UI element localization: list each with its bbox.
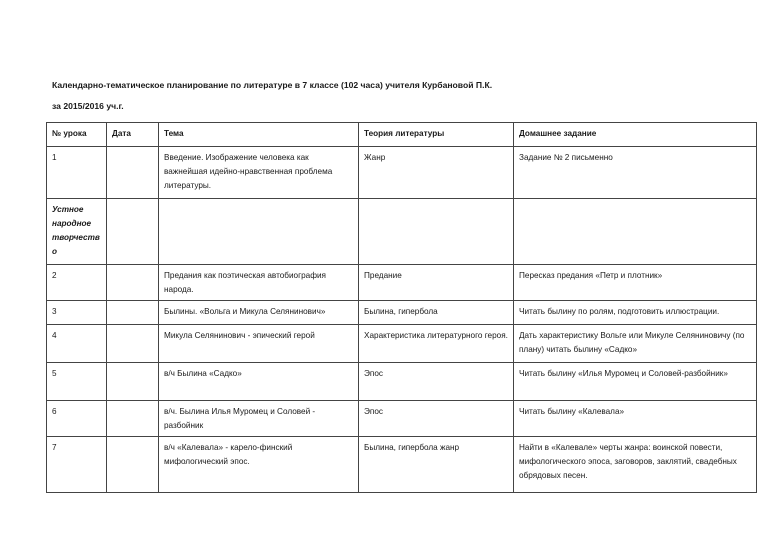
empty-cell — [159, 199, 359, 265]
lesson-number: 3 — [47, 301, 107, 325]
lesson-theory: Эпос — [359, 363, 514, 401]
lesson-theory: Характеристика литературного героя. — [359, 325, 514, 363]
lesson-topic: в/ч. Былина Илья Муромец и Соловей - разбойник — [159, 401, 359, 437]
lesson-date — [107, 265, 159, 301]
lesson-date — [107, 325, 159, 363]
lesson-theory: Былина, гипербола жанр — [359, 437, 514, 493]
empty-cell — [359, 199, 514, 265]
table-header-row — [47, 123, 757, 147]
table-row — [47, 437, 757, 493]
academic-year: за 2015/2016 уч.г. — [52, 101, 124, 111]
lesson-date — [107, 147, 159, 199]
lesson-number: 6 — [47, 401, 107, 437]
table-row — [47, 401, 757, 437]
header-topic: Тема — [159, 123, 359, 147]
lesson-topic: Былины. «Вольга и Микула Селянинович» — [159, 301, 359, 325]
lesson-topic: в/ч Былина «Садко» — [159, 363, 359, 401]
table-row — [47, 147, 757, 199]
lesson-date — [107, 401, 159, 437]
header-date: Дата — [107, 123, 159, 147]
lesson-theory: Былина, гипербола — [359, 301, 514, 325]
lesson-theory: Предание — [359, 265, 514, 301]
lesson-homework: Задание № 2 письменно — [514, 147, 757, 199]
lesson-homework: Читать былину по ролям, подготовить иллюстрации. — [514, 301, 757, 325]
empty-cell — [514, 199, 757, 265]
lesson-theory: Жанр — [359, 147, 514, 199]
empty-cell — [107, 199, 159, 265]
lesson-homework: Дать характеристику Вольге или Микуле Селяниновичу (по плану) читать былину «Садко» — [514, 325, 757, 363]
lesson-number: 5 — [47, 363, 107, 401]
header-lesson-number: № урока — [47, 123, 107, 147]
lesson-plan-table — [46, 122, 757, 493]
lesson-topic: Предания как поэтическая автобиография народа. — [159, 265, 359, 301]
lesson-number: 4 — [47, 325, 107, 363]
document-title: Календарно-тематическое планирование по литературе в 7 классе (102 часа) учителя Курбановой П.К. — [52, 80, 493, 90]
table-row — [47, 325, 757, 363]
header-literary-theory: Теория литературы — [359, 123, 514, 147]
section-label: Устное народное творчество — [47, 199, 107, 265]
lesson-homework: Пересказ предания «Петр и плотник» — [514, 265, 757, 301]
lesson-number: 1 — [47, 147, 107, 199]
lesson-theory: Эпос — [359, 401, 514, 437]
lesson-homework: Читать былину «Илья Муромец и Соловей-разбойник» — [514, 363, 757, 401]
lesson-number: 7 — [47, 437, 107, 493]
lesson-homework: Читать былину «Калевала» — [514, 401, 757, 437]
table-row — [47, 363, 757, 401]
table-row — [47, 265, 757, 301]
header-homework: Домашнее задание — [514, 123, 757, 147]
lesson-topic: Микула Селянинович - эпический герой — [159, 325, 359, 363]
lesson-number: 2 — [47, 265, 107, 301]
lesson-topic: в/ч «Калевала» - карело-финский мифологический эпос. — [159, 437, 359, 493]
lesson-date — [107, 301, 159, 325]
lesson-topic: Введение. Изображение человека как важнейшая идейно-нравственная проблема литературы. — [159, 147, 359, 199]
lesson-homework: Найти в «Калевале» черты жанра: воинской повести, мифологического эпоса, заговоров, заклятий, свадебных обрядовых песен. — [514, 437, 757, 493]
lesson-date — [107, 363, 159, 401]
lesson-date — [107, 437, 159, 493]
section-row — [47, 199, 757, 265]
table-row — [47, 301, 757, 325]
